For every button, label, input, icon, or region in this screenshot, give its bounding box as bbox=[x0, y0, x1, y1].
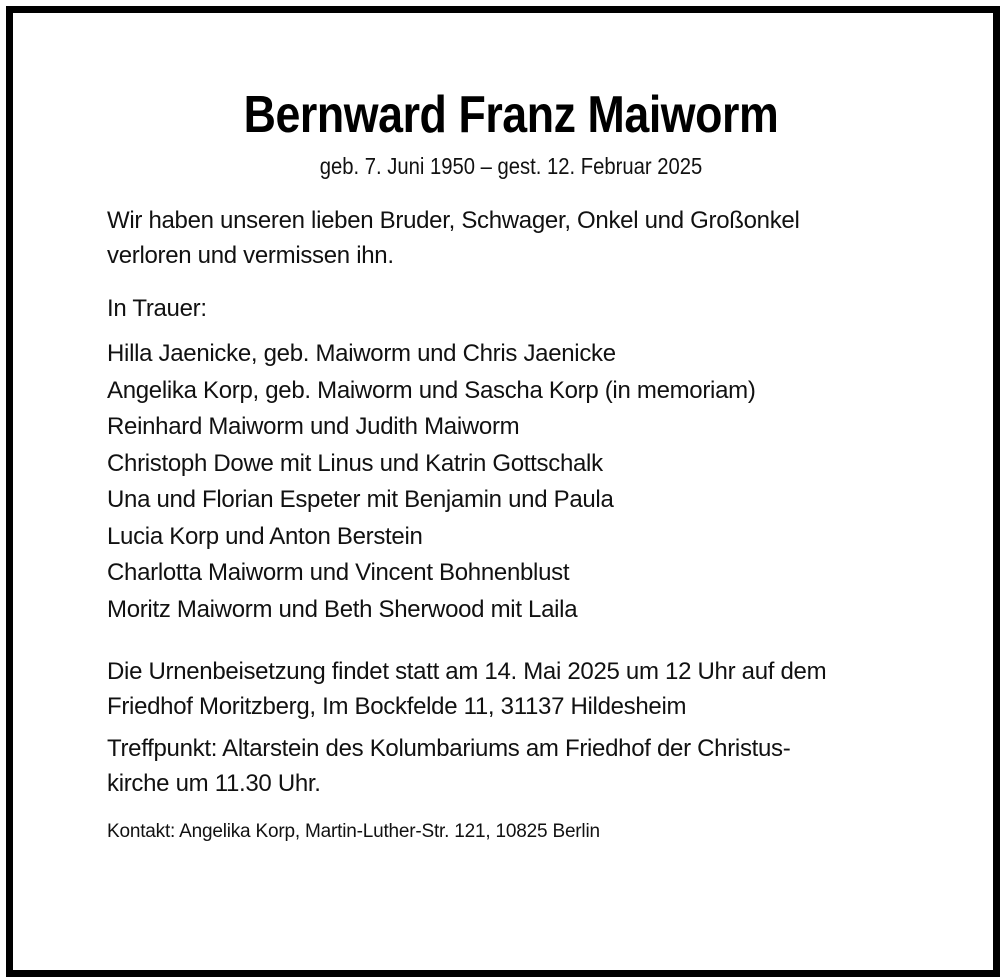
mourner-entry: Moritz Maiworm und Beth Sherwood mit Laila bbox=[107, 595, 578, 623]
mourner-entry: Una und Florian Espeter mit Benjamin und Paula bbox=[107, 486, 614, 513]
notice-frame bbox=[6, 6, 1000, 977]
intro-line-1: Wir haben unseren lieben Bruder, Schwager, Onkel und Großonkel bbox=[107, 207, 800, 234]
intro-line-2: verloren und vermissen ihn. bbox=[107, 242, 394, 269]
notice-content bbox=[107, 83, 915, 845]
contact-info: Kontakt: Angelika Korp, Martin-Luther-Str. 121, 10825 Berlin bbox=[107, 821, 600, 842]
burial-line-1: Die Urnenbeisetzung findet statt am 14. Mai 2025 um 12 Uhr auf dem bbox=[107, 658, 827, 685]
mourner-entry: Reinhard Maiworm und Judith Maiworm bbox=[107, 413, 520, 440]
mourner-entry: Angelika Korp, geb. Maiworm und Sascha Korp (in memoriam) bbox=[107, 376, 756, 404]
mourning-label: In Trauer: bbox=[107, 295, 207, 322]
mourner-entry: Charlotta Maiworm und Vincent Bohnenblust bbox=[107, 559, 570, 586]
intro-text bbox=[107, 203, 915, 273]
mourner-entry: Hilla Jaenicke, geb. Maiworm und Chris Jaenicke bbox=[107, 340, 616, 367]
burial-line-2: Friedhof Moritzberg, Im Bockfelde 11, 31137 Hildesheim bbox=[107, 693, 687, 720]
meeting-line-1: Treffpunkt: Altarstein des Kolumbariums am Friedhof der Christus- bbox=[107, 735, 791, 762]
burial-info bbox=[107, 654, 915, 724]
life-dates: geb. 7. Juni 1950 – gest. 12. Februar 2025 bbox=[319, 153, 703, 179]
mourner-entry: Lucia Korp und Anton Berstein bbox=[107, 522, 423, 550]
mourners-list bbox=[107, 336, 915, 628]
meeting-info bbox=[107, 731, 915, 801]
deceased-name: Bernward Franz Maiworm bbox=[243, 86, 779, 144]
mourner-entry: Christoph Dowe mit Linus und Katrin Gottschalk bbox=[107, 449, 603, 477]
meeting-line-2: kirche um 11.30 Uhr. bbox=[107, 770, 321, 797]
